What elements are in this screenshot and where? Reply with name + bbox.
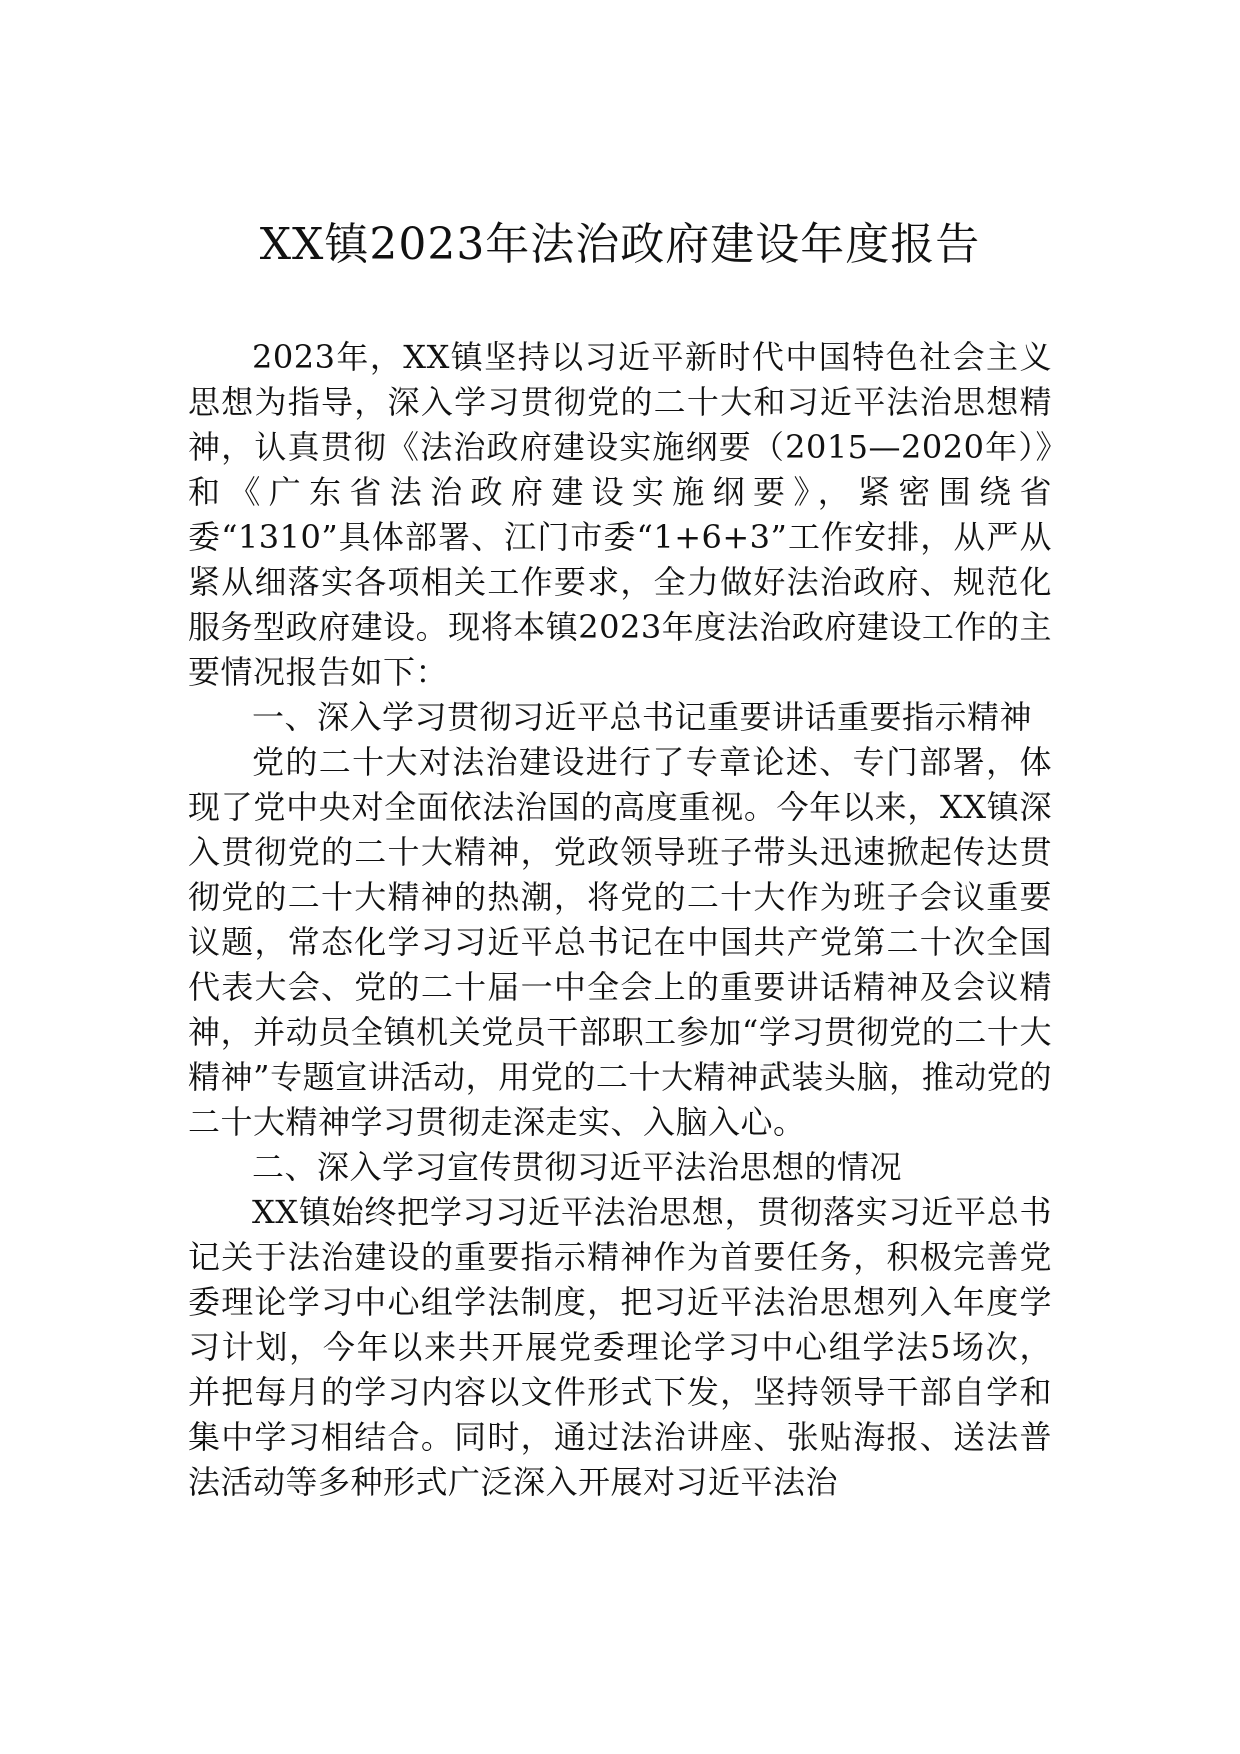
section-2-paragraph: XX镇始终把学习习近平法治思想，贯彻落实习近平总书记关于法治建设的重要指示精神作为首要任务，积极完善党委理论学习中心组学法制度，把习近平法治思想列入年度学习计划，今年以来共开展党委理论学习中心组学法5场次，并把每月的学习内容以文件形式下发，坚持领导干部自学和集中学习相结合。同时，通过法治讲座、张贴海报、送法普法活动等多种形式广泛深入开展对习近平法治 [188, 1193, 1052, 1501]
section-heading-2: 二、深入学习宣传贯彻习近平法治思想的情况 [252, 1148, 903, 1186]
section-heading-1: 一、深入学习贯彻习近平总书记重要讲话重要指示精神 [252, 698, 1033, 736]
document-title: XX镇2023年法治政府建设年度报告 [259, 219, 981, 270]
document-body [188, 335, 1052, 1505]
section-1-paragraph: 党的二十大对法治建设进行了专章论述、专门部署，体现了党中央对全面依法治国的高度重视。今年以来，XX镇深入贯彻党的二十大精神，党政领导班子带头迅速掀起传达贯彻党的二十大精神的热潮，将党的二十大作为班子会议重要议题，常态化学习习近平总书记在中国共产党第二十次全国代表大会、党的二十届一中全会上的重要讲话精神及会议精神，并动员全镇机关党员干部职工参加“学习贯彻党的二十大精神”专题宣讲活动，用党的二十大精神武装头脑，推动党的二十大精神学习贯彻走深走实、入脑入心。 [188, 743, 1052, 1141]
intro-paragraph: 2023年，XX镇坚持以习近平新时代中国特色社会主义思想为指导，深入学习贯彻党的二十大和习近平法治思想精神，认真贯彻《法治政府建设实施纲要（2015—2020年）》和《广东省法治政府建设实施纲要》，紧密围绕省委“1310”具体部署、江门市委“1+6+3”工作安排，从严从紧从细落实各项相关工作要求，全力做好法治政府、规范化服务型政府建设。现将本镇2023年度法治政府建设工作的主要情况报告如下： [188, 338, 1052, 691]
